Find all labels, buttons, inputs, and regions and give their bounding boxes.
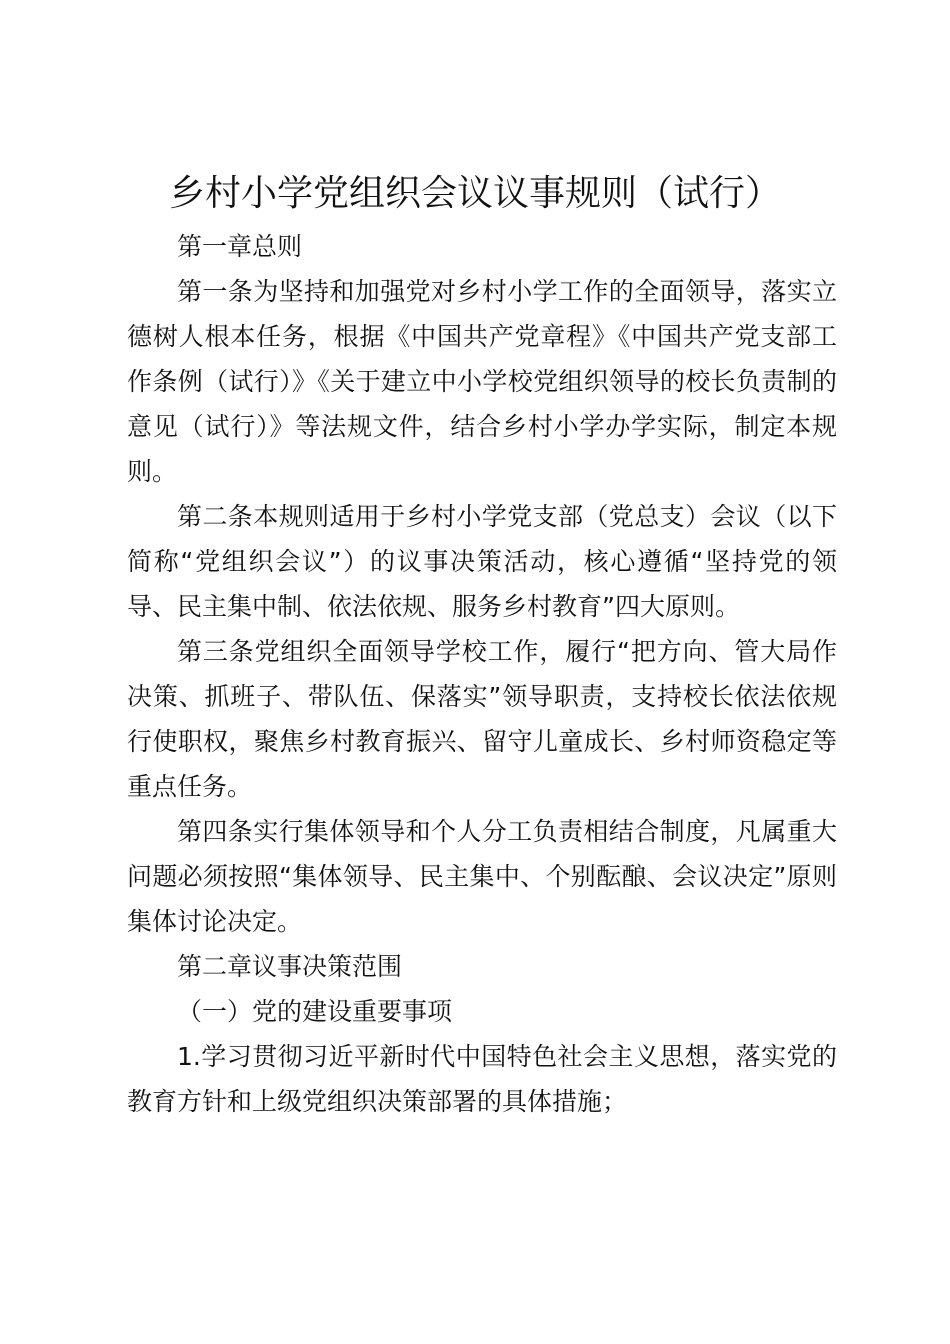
article-two: 第二条本规则适用于乡村小学党支部（党总支）会议（以下简称“党组织会议”）的议事决策活动，核心遵循“坚持党的领导、民主集中制、依法依规、服务乡村教育”四大原则。 [127,502,837,621]
document-title: 乡村小学党组织会议议事规则（试行） [168,173,781,214]
chapter-two-heading: 第二章议事决策范围 [177,952,403,981]
article-four: 第四条实行集体领导和个人分工负责相结合制度，凡属重大问题必须按照“集体领导、民主集中、个别酝酿、会议决定”原则集体讨论决定。 [127,817,837,936]
chapter-one-heading: 第一章总则 [177,232,303,261]
document-body [127,224,837,1124]
item-one: 1.学习贯彻习近平新时代中国特色社会主义思想，落实党的教育方针和上级党组织决策部署的具体措施； [127,1042,837,1116]
section-one-heading: （一）党的建设重要事项 [177,997,453,1026]
article-one: 第一条为坚持和加强党对乡村小学工作的全面领导，落实立德树人根本任务，根据《中国共产党章程》《中国共产党支部工作条例（试行）》《关于建立中小学校党组织领导的校长负责制的意见（试行）》等法规文件，结合乡村小学办学实际，制定本规则。 [127,277,837,486]
article-three: 第三条党组织全面领导学校工作，履行“把方向、管大局作决策、抓班子、带队伍、保落实”领导职责，支持校长依法依规行使职权，聚焦乡村教育振兴、留守儿童成长、乡村师资稳定等重点任务。 [127,637,837,801]
